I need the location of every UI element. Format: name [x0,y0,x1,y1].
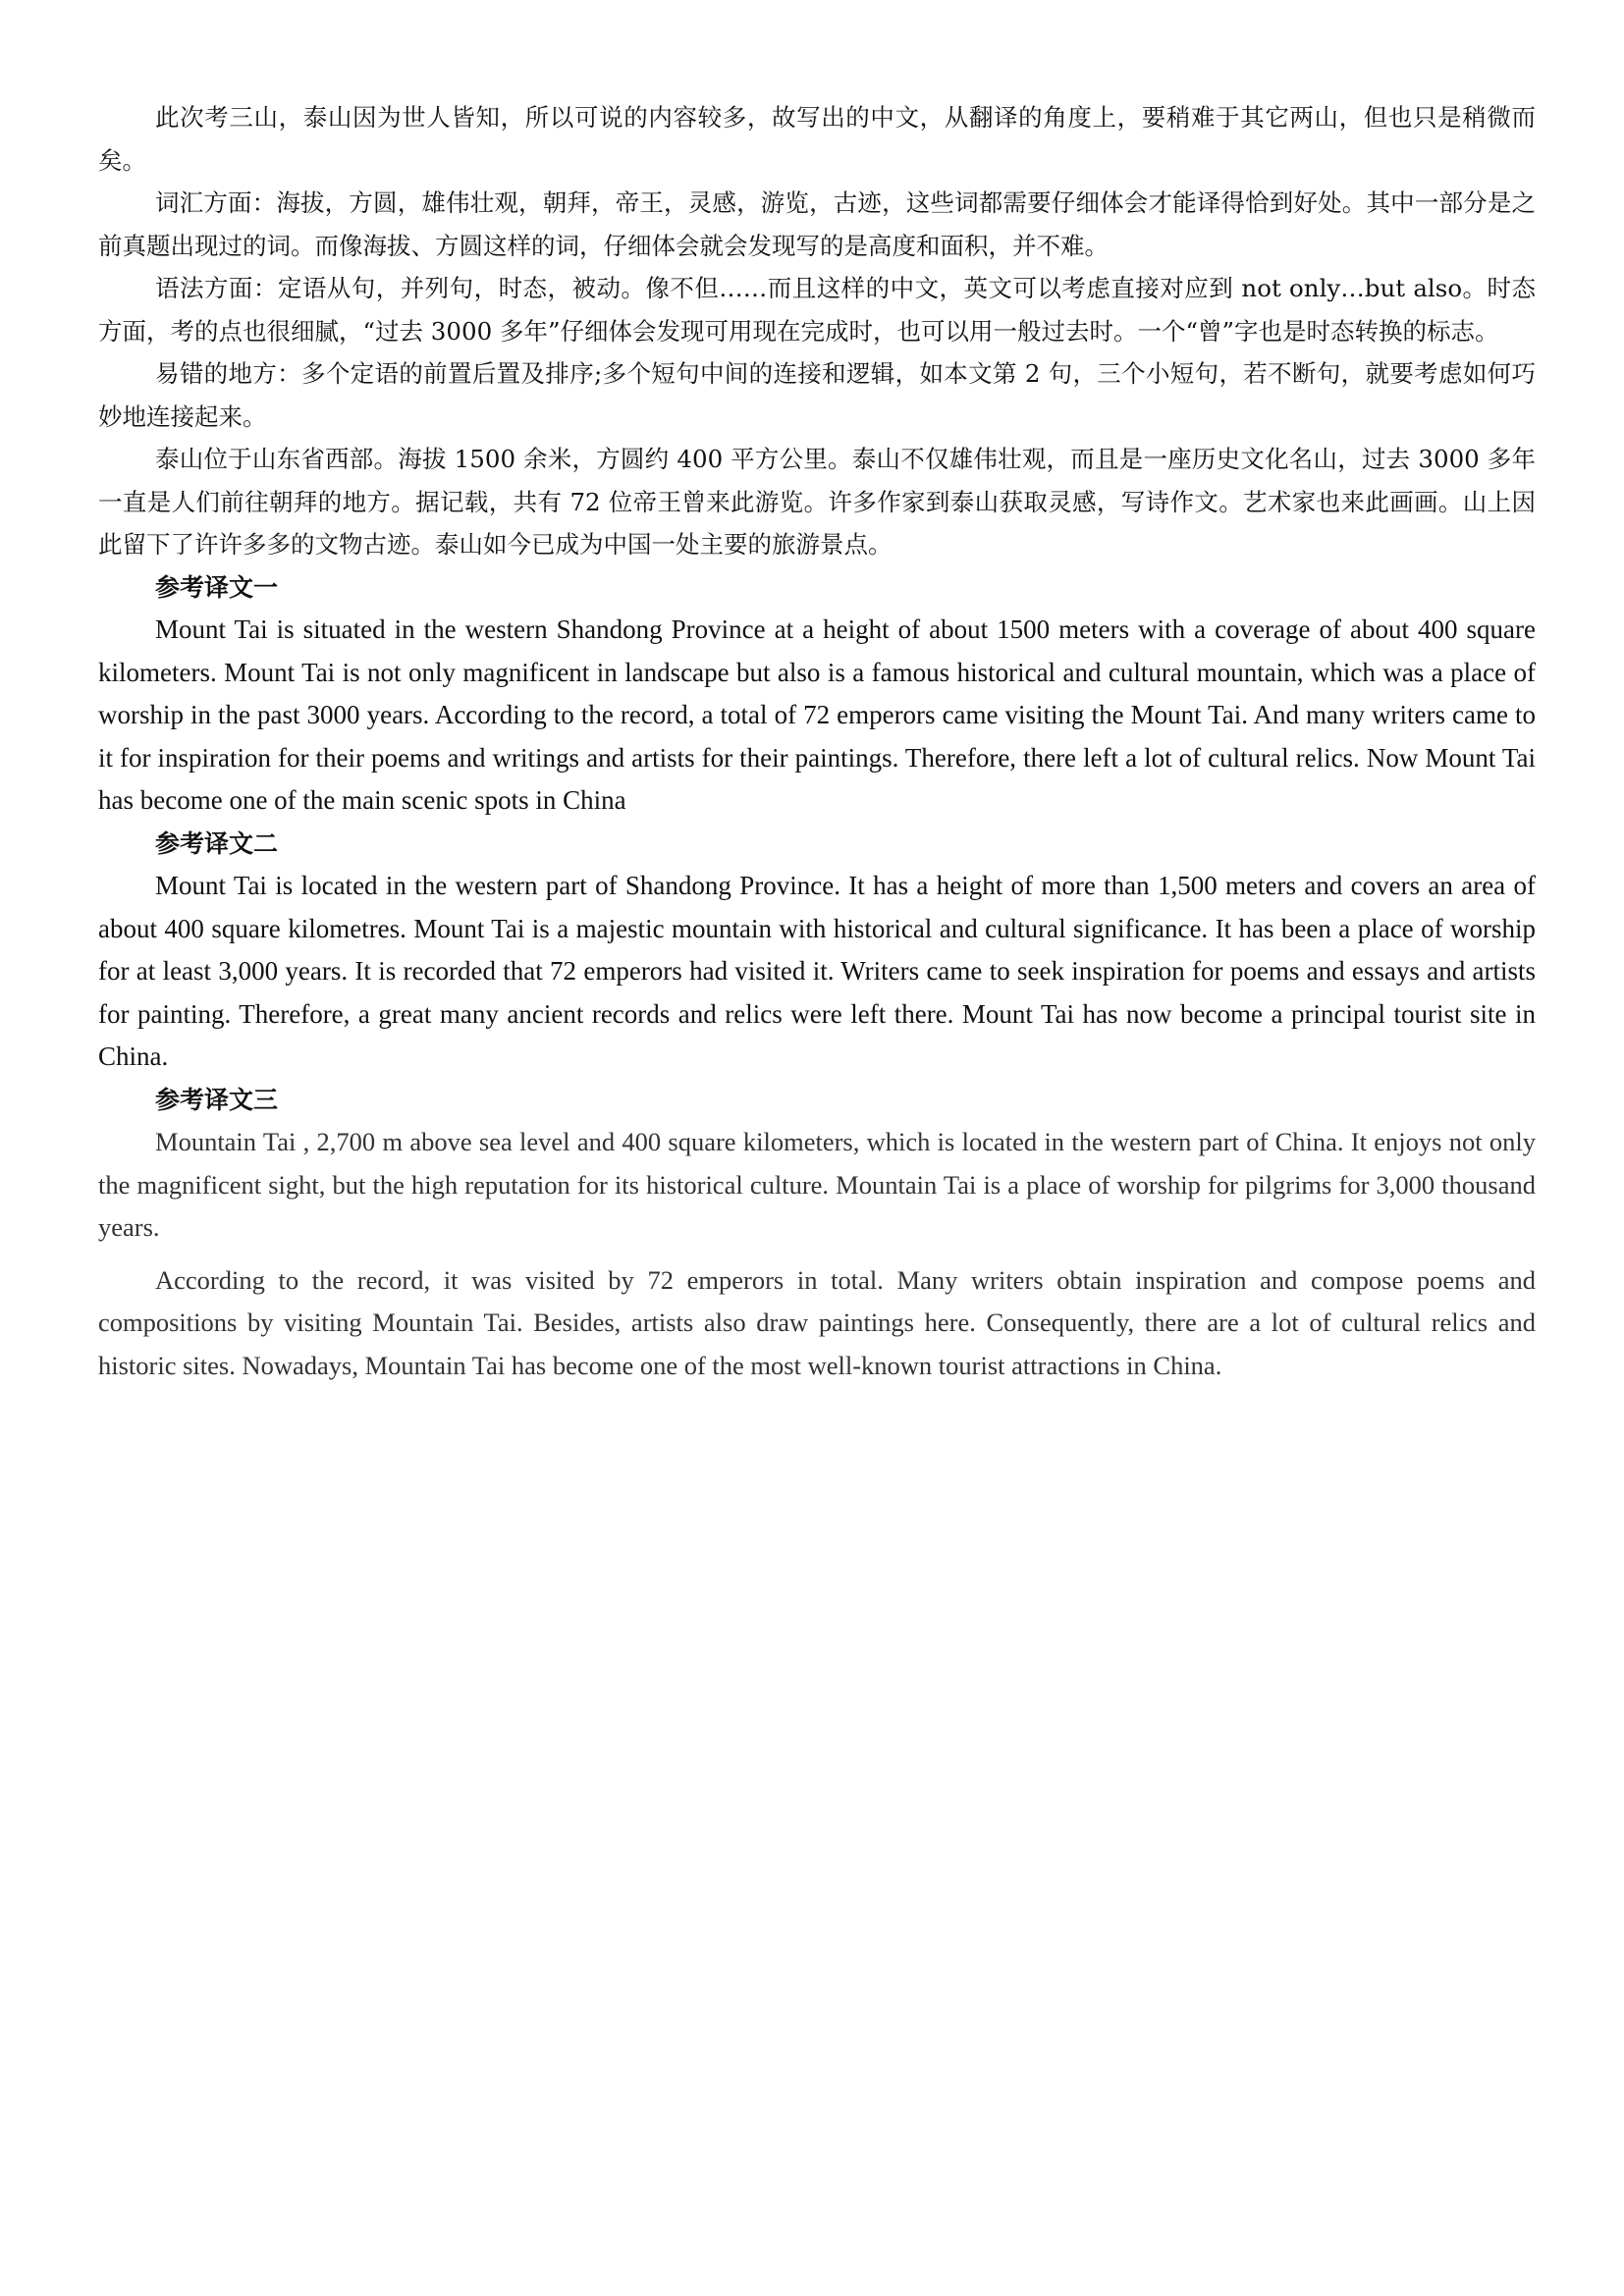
translation-1-text: Mount Tai is situated in the western Shandong Province at a height of about 1500 meters with a coverage of about 400 square kilometers. Mount Tai is not only magnificent in landscape but also is a famous historical and cultural mountain, which was a place of worship in the past 3000 years. According to the record, a total of 72 emperors came visiting the Mount Tai. And many writers came to it for inspiration for their poems and writings and artists for their paintings. Therefore, there left a lot of cultural relics. Now Mount Tai has become one of the main scenic spots in China [98,614,1536,815]
translation-3-heading: 参考译文三 [155,1085,279,1114]
translation-2-text: Mount Tai is located in the western part of Shandong Province. It has a height of more than 1,500 meters and covers an area of about 400 square kilometres. Mount Tai is a majestic mountain with historical and cultural significance. It has been a place of worship for at least 3,000 years. It is recorded that 72 emperors had visited it. Writers came to seek inspiration for poems and essays and artists for painting. Therefore, a great many ancient records and relics were left there. Mount Tai has now become a principal tourist site in China. [98,871,1536,1071]
translation-3-text-part-1: Mountain Tai , 2,700 m above sea level and 400 square kilometers, which is located in the western part of China. It enjoys not only the magnificent sight, but the high reputation for its historical culture. Mountain Tai is a place of worship for pilgrims for 3,000 thousand years. [98,1127,1536,1242]
translation-1-heading: 参考译文一 [155,572,279,602]
source-text-paragraph: 泰山位于山东省西部。海拔 1500 余米，方圆约 400 平方公里。泰山不仅雄伟壮观，而且是一座历史文化名山，过去 3000 多年一直是人们前往朝拜的地方。据记载，共有 72 位帝王曾来此游览。许多作家到泰山获取灵感，写诗作文。艺术家也来此画画。山上因此留下了许许多多的文物古迹。泰山如今已成为中国一处主要的旅游景点。 [98,445,1536,559]
intro-paragraph-overview: 此次考三山，泰山因为世人皆知，所以可说的内容较多，故写出的中文，从翻译的角度上，要稍难于其它两山，但也只是稍微而矣。 [98,103,1536,175]
intro-paragraph-vocabulary: 词汇方面：海拔，方圆，雄伟壮观，朝拜，帝王，灵感，游览，古迹，这些词都需要仔细体会才能译得恰到好处。其中一部分是之前真题出现过的词。而像海拔、方圆这样的词，仔细体会就会发现写的是高度和面积，并不难。 [98,188,1536,260]
document-page [98,96,1536,1387]
translation-3-text-part-2: According to the record, it was visited by 72 emperors in total. Many writers obtain inspiration and compose poems and compositions by visiting Mountain Tai. Besides, artists also draw paintings here. Consequently, there are a lot of cultural relics and historic sites. Nowadays, Mountain Tai has become one of the most well-known tourist attractions in China. [98,1264,1536,1380]
translation-2-heading: 参考译文二 [155,828,279,858]
intro-paragraph-grammar: 语法方面：定语从句，并列句，时态，被动。像不但……而且这样的中文，英文可以考虑直接对应到 not only…but also。时态方面，考的点也很细腻，“过去 3000 多年”仔细体会发现可用现在完成时，也可以用一般过去时。一个“曾”字也是时态转换的标志。 [98,274,1536,346]
intro-paragraph-pitfalls: 易错的地方：多个定语的前置后置及排序;多个短句中间的连接和逻辑，如本文第 2 句，三个小短句，若不断句，就要考虑如何巧妙地连接起来。 [98,359,1536,431]
